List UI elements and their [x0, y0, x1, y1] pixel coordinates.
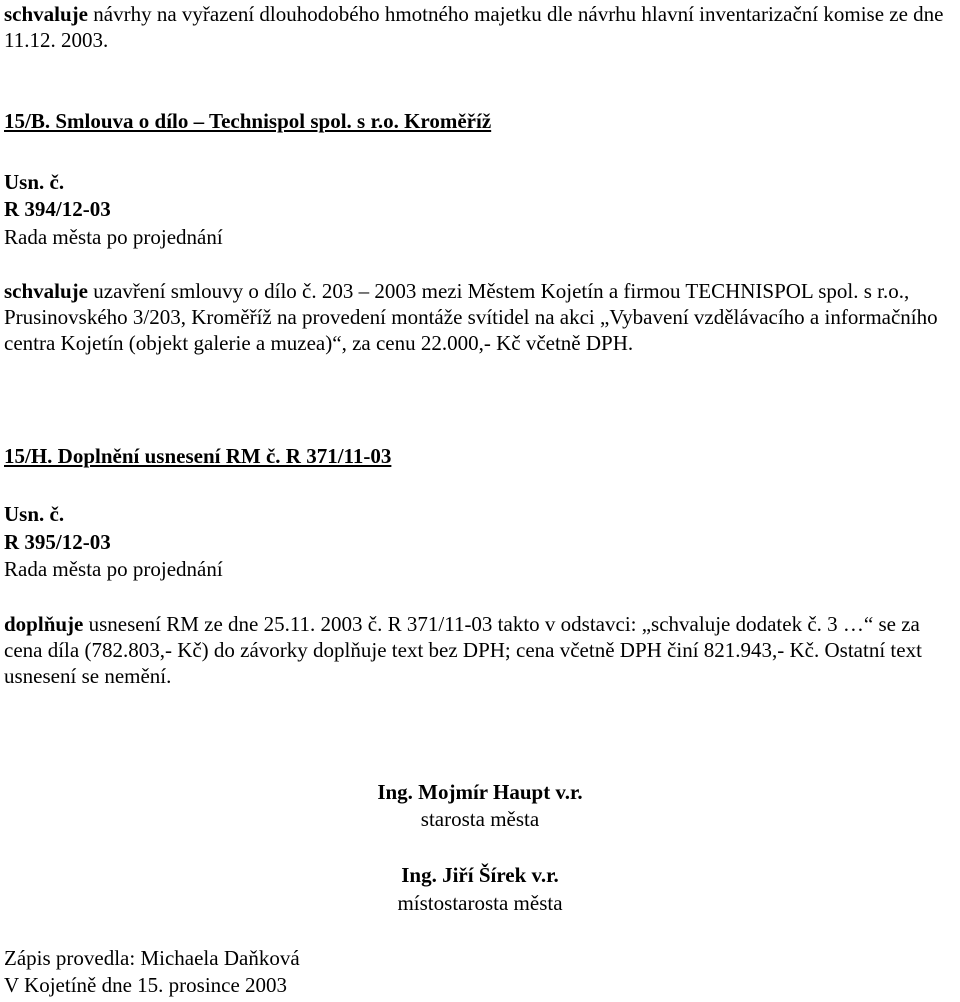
usn-label: Usn. č. — [4, 170, 65, 194]
verb-doplnuje: doplňuje — [4, 612, 84, 636]
section-heading-15h: 15/H. Doplnění usnesení RM č. R 371/11-03 — [4, 444, 392, 468]
approval-paragraph — [4, 1, 949, 53]
recorded-by: Zápis provedla: Michaela Daňková — [4, 946, 300, 970]
resolution-number: R 394/12-03 — [4, 197, 111, 221]
place-date: V Kojetíně dne 15. prosince 2003 — [4, 973, 288, 997]
section-heading-15b: 15/B. Smlouva o dílo – Technispol spol. s r.o. Kroměříž — [4, 109, 492, 133]
usn-label: Usn. č. — [4, 502, 65, 526]
resolution-body: uzavření smlouvy o dílo č. 203 – 2003 mezi Městem Kojetín a firmou TECHNISPOL spol. s r.o., Prusinovského 3/203, Kroměříž na provedení montáže svítidel na akci „Vybavení vzdělávacího a informačního centra Kojetín (objekt galerie a muzea)“, za cenu 22.000,- Kč včetně DPH. — [4, 279, 938, 355]
resolution-text-h — [4, 611, 954, 689]
resolution-number: R 395/12-03 — [4, 530, 111, 554]
council-intro: Rada města po projednání — [4, 225, 223, 249]
resolution-body: usnesení RM ze dne 25.11. 2003 č. R 371/11-03 takto v odstavci: „schvaluje dodatek č. 3 …“ se za cena díla (782.803,- Kč) do závorky doplňuje text bez DPH; cena včetně DPH činí 821.943,- Kč. Ostatní text usnesení se nemění. — [4, 612, 922, 688]
verb-schvaluje: schvaluje — [4, 2, 88, 26]
resolution-text-b — [4, 278, 949, 356]
council-intro: Rada města po projednání — [4, 557, 223, 581]
mayor-name: Ing. Mojmír Haupt v.r. — [377, 780, 583, 804]
deputy-name: Ing. Jiří Šírek v.r. — [401, 863, 559, 887]
paragraph-text: návrhy na vyřazení dlouhodobého hmotného majetku dle návrhu hlavní inventarizační komise ze dne 11.12. 2003. — [4, 2, 944, 52]
mayor-title: starosta města — [420, 807, 540, 831]
deputy-title: místostarosta města — [397, 891, 563, 915]
verb-schvaluje: schvaluje — [4, 279, 88, 303]
